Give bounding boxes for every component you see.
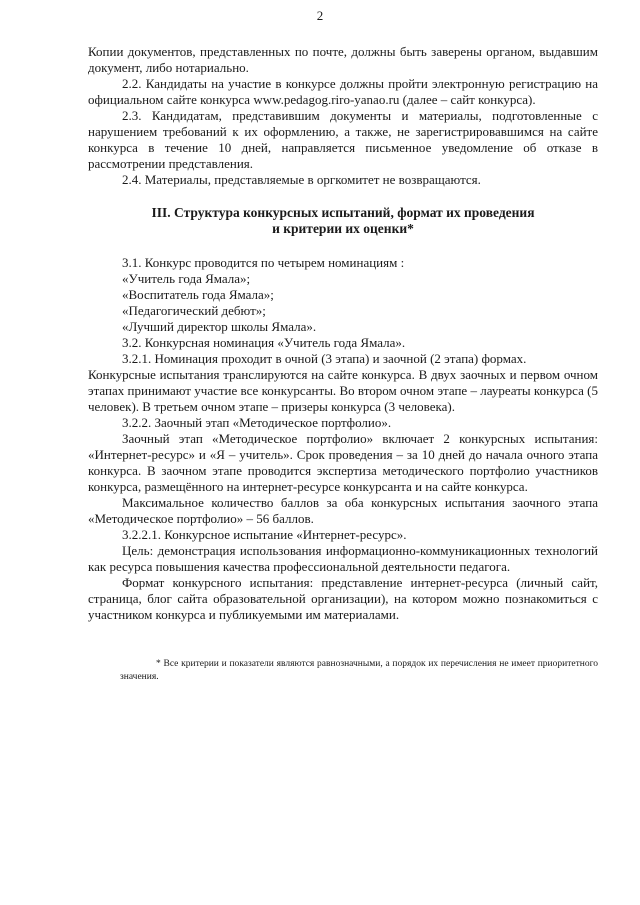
paragraph-copies: Копии документов, представленных по почте, должны быть заверены органом, выдавшим документ, либо нотариально.: [88, 44, 598, 75]
section-heading-line-1: III. Структура конкурсных испытаний, формат их проведения: [151, 205, 535, 220]
footnote: [120, 658, 598, 684]
nomination-item: «Педагогический дебют»;: [122, 303, 266, 318]
nomination-item: «Лучший директор школы Ямала».: [122, 319, 317, 334]
paragraph-format: Формат конкурсного испытания: представление интернет-ресурса (личный сайт, страница, блог сайта образовательной организации), на котором можно познакомиться с участником конкурса и публикуемыми им материалами.: [88, 575, 598, 622]
paragraph-max-points: Максимальное количество баллов за оба конкурсных испытания заочного этапа «Методическое портфолио» – 56 баллов.: [88, 495, 598, 526]
paragraph-goal: Цель: демонстрация использования информационно-коммуникационных технологий как ресурса повышения качества профессиональной деятельности педагога.: [88, 543, 598, 574]
page-number: 2: [316, 8, 324, 23]
document-body: [88, 44, 598, 623]
paragraph-broadcast: Конкурсные испытания транслируются на сайте конкурса. В двух заочных и первом очном этапах принимают участие все конкурсанты. Во втором очном этапе – лауреаты конкурса (5 человек). В третьем очном этапе – призеры конкурса (3 человека).: [88, 367, 598, 414]
paragraph-3-2-2-1: 3.2.2.1. Конкурсное испытание «Интернет-ресурс».: [122, 527, 407, 542]
paragraph-3-2: 3.2. Конкурсная номинация «Учитель года Ямала».: [122, 335, 406, 350]
section-heading: [88, 205, 598, 237]
paragraph-3-1: 3.1. Конкурс проводится по четырем номинациям :: [122, 255, 405, 270]
paragraph-3-2-2: 3.2.2. Заочный этап «Методическое портфолио».: [122, 415, 392, 430]
nomination-item: «Воспитатель года Ямала»;: [122, 287, 274, 302]
paragraph-2-3: 2.3. Кандидатам, представившим документы и материалы, подготовленные с нарушением требований к их оформлению, а также, не зарегистрировавшимся на сайте конкурса в течение 10 дней, направляется письменное уведомление об отказе в рассмотрении представления.: [88, 108, 598, 171]
paragraph-3-2-1: 3.2.1. Номинация проходит в очной (3 этапа) и заочной (2 этапа) формах.: [122, 351, 527, 366]
paragraph-portfolio: Заочный этап «Методическое портфолио» включает 2 конкурсных испытания: «Интернет-ресурс» и «Я – учитель». Срок проведения – за 10 дней до начала очного этапа конкурса. В заочном этапе проводится экспертиза методического портфолио участников конкурса, размещённого на интернет-ресурсе конкурсанта и на сайте конкурса.: [88, 431, 598, 494]
section-heading-line-2: и критерии их оценки*: [272, 221, 414, 236]
paragraph-2-2: 2.2. Кандидаты на участие в конкурсе должны пройти электронную регистрацию на официальном сайте конкурса www.pedagog.riro-yanao.ru (далее – сайт конкурса).: [88, 76, 598, 107]
paragraph-2-4: 2.4. Материалы, представляемые в оргкомитет не возвращаются.: [122, 172, 481, 187]
footnote-text: * Все критерии и показатели являются равнозначными, а порядок их перечисления не имеет приоритетного значения.: [120, 659, 598, 682]
nomination-item: «Учитель года Ямала»;: [122, 271, 251, 286]
